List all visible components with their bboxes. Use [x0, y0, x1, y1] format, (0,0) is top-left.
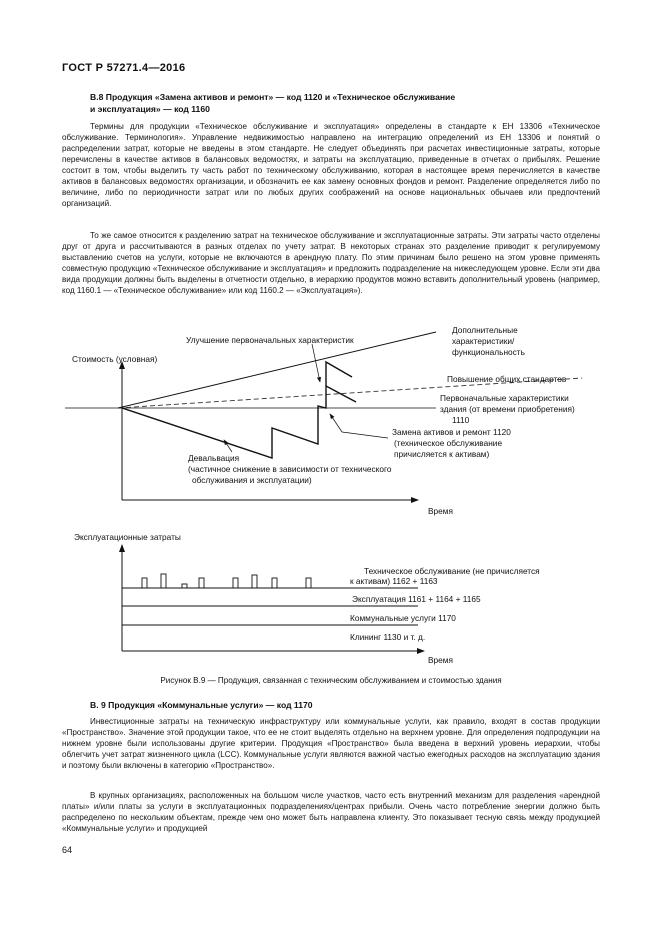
label-replacement-3: причисляется к активам): [394, 449, 490, 459]
label-devaluation-3: обслуживания и эксплуатации): [192, 475, 312, 485]
maintenance-bar: [233, 578, 238, 588]
top-x-axis-label: Время: [428, 506, 453, 516]
section-b9-title-text: В. 9 Продукция «Коммунальные услуги» — код 1170: [90, 700, 313, 710]
section-b8-title-line1: В.8 Продукция «Замена активов и ремонт» — код 1120 и «Техническое обслуживание: [90, 92, 456, 102]
label-initial-3: 1110: [452, 415, 470, 425]
label-standards: Повышение общих стандартов: [447, 374, 567, 384]
devaluation-sawtooth: [122, 362, 352, 458]
maintenance-bar: [306, 578, 311, 588]
label-additional-1: Дополнительные: [452, 325, 518, 335]
label-utilities: Коммунальные услуги 1170: [350, 613, 456, 623]
label-initial-2: здания (от времени приобретения): [440, 404, 575, 414]
label-replacement-2: (техническое обслуживание: [394, 438, 503, 448]
section-b8-paragraph-2: То же самое относится к разделению затрат на техническое обслуживание и эксплуатационные затраты. Эти затраты часто отделены друг от друга и рассчитываются в разных отделах по учету затрат. В некоторых странах это разделение приводит к регулируемому выставлению счетов на услуги, которые не включаются в арендную плату. По этим причинам было решено на этом уровне применять совместную продукцию «Техническое обслуживание и эксплуатация» и предложить подразделение на нижеследующем уровне. Если эти два вида продукции должны быть выделены в отчетности отдельно, в иерархию продуктов можно вставить дополнительный уровень (например, код 1160.1 — «Техническое обслуживание» или код 1160.2 — «Эксплуатация»).: [62, 231, 600, 296]
label-cleaning: Клининг 1130 и т. д.: [350, 632, 426, 642]
page-number: 64: [62, 845, 73, 855]
maintenance-bar: [161, 574, 166, 588]
figure-caption: Рисунок В.9 — Продукция, связанная с техническим обслуживанием и стоимостью здания: [160, 676, 502, 685]
section-b8-title: [62, 92, 602, 115]
section-b8-paragraph-1: Термины для продукции «Техническое обслуживание и эксплуатация» определены в стандарте к ЕН 13306 «Техническое обслуживание. Терминология». Управление недвижимостью направлено на интеграцию определений из ЕН 13306 и понятий о распределении затрат, которые не введены в этом стандарте. Не следует объединять при расчетах инвестиционные затраты, которые перечислены в качестве активов в балансовых ведомостях, и затраты на эксплуатацию, приведенные в отчетах о прибылях. Решение состоит в том, чтобы выделить ту часть работ по техническому обслуживанию, которая в настоящее время перечисляется в качестве активов в балансовых ведомостях организации, и обозначить ее как замену основных фондов и ремонт. Разделение определяется либо по величине, либо по периодичности затрат или по любых других соображений на основе национальных обычаев или предпочтений организаций.: [62, 122, 600, 209]
maintenance-bar: [142, 578, 147, 588]
document-header: ГОСТ Р 57271.4—2016: [62, 62, 186, 74]
label-operation: Эксплуатация 1161 + 1164 + 1165: [352, 594, 481, 604]
maintenance-bars: [142, 574, 311, 588]
replacement-pointer-b: [330, 414, 342, 432]
bottom-y-axis-label: Эксплуатационные затраты: [74, 532, 181, 542]
section-b9-title: [62, 700, 602, 712]
label-additional-3: функциональность: [452, 347, 525, 357]
maintenance-bar: [252, 575, 257, 588]
label-maintenance-2: к активам) 1162 + 1163: [350, 576, 438, 586]
label-additional-2: характеристики/: [452, 336, 515, 346]
top-y-axis-label: Стоимость (условная): [72, 354, 158, 364]
section-b9-paragraph-2: В крупных организациях, расположенных на большом числе участков, часто есть внутренний механизм для разделения «арендной платы» и/или платы за услуги в эксплуатационных подразделениях/центрах прибыли. Очень часто потребление энергии должно быть распределено по нескольким объектам, прежде чем оно может быть направлена клиенту. Это показывает тесную связь между продукцией «Коммунальные услуги» и продукцией: [62, 791, 600, 834]
devaluation-pointer: [224, 440, 232, 452]
label-devaluation-2: (частичное снижение в зависимости от технического: [188, 464, 392, 474]
section-b9-paragraph-1: Инвестиционные затраты на техническую инфраструктуру или коммунальные услуги, как правило, входят в состав продукции «Пространство». Значение этой продукции такое, что ее не стоит выделять отдельно на верхнем уровне. Для определения подпродукции на нижнем уровне были использованы другие критерии. Продукция «Пространство» была введена в верхний уровень иерархии, чтобы облегчить учет затрат жизненного цикла (LCC). Коммунальные услуги являются важной частью ежегодных расходов на эксплуатацию здания и поэтому были включены в категорию «Пространство».: [62, 717, 600, 771]
figure-b9: [0, 318, 661, 673]
label-initial-1: Первоначальные характеристики: [440, 393, 569, 403]
label-improvement: Улучшение первоначальных характеристик: [186, 335, 354, 345]
bottom-x-axis-label: Время: [428, 655, 453, 665]
replacement-pointer-a: [342, 432, 388, 438]
label-maintenance-1: Техническое обслуживание (не причисляется: [364, 566, 540, 576]
maintenance-bar: [182, 584, 187, 588]
label-replacement-1: Замена активов и ремонт 1120: [392, 427, 511, 437]
label-devaluation-1: Девальвация: [188, 453, 240, 463]
maintenance-bar: [272, 578, 277, 588]
section-b8-title-line2: и эксплуатация» — код 1160: [90, 103, 210, 114]
maintenance-bar: [199, 578, 204, 588]
improvement-pointer: [312, 344, 320, 382]
